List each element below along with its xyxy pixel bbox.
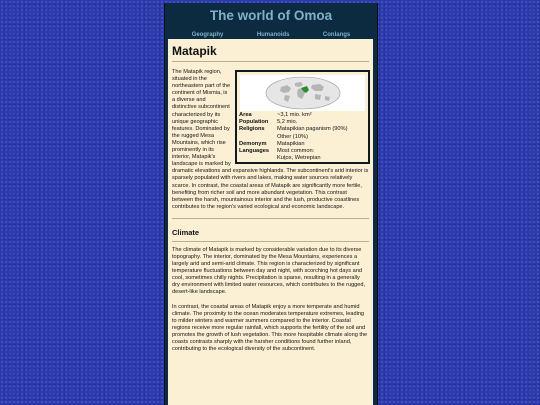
demonym-label: Demonym [239, 140, 267, 147]
religions-value [277, 126, 366, 140]
population-label: Population [239, 119, 269, 126]
languages-value-2: Kuţox, Wetrepian [277, 155, 321, 162]
infobox-row-area [237, 112, 368, 119]
population-value: 5,2 mio. [277, 119, 298, 126]
climate-heading: Climate [172, 227, 200, 237]
nav-link-conlangs[interactable]: Conlangs [322, 32, 351, 38]
site-title[interactable]: The world of Omoa [209, 8, 333, 23]
location-map[interactable] [240, 75, 365, 111]
infobox [235, 70, 370, 164]
religions-value-1: Matapikian paganism (90%) [277, 126, 348, 133]
climate-divider [172, 241, 369, 242]
religions-label: Religions [239, 126, 265, 133]
religions-value-2: Other (10%) [277, 133, 308, 140]
area-label: Area [239, 112, 252, 118]
intro-section [168, 69, 373, 211]
languages-label: Languages [239, 148, 270, 155]
site-wrapper [164, 3, 378, 405]
nav-link-humanoids[interactable]: Humanoids [256, 32, 290, 38]
languages-value [277, 148, 366, 162]
infobox-row-demonym [237, 141, 368, 148]
climate-paragraph-1: The climate of Matapik is marked by considerable variation due to its diverse topography. The interior, dominated by the Mesa Mountains, experiences a largely arid and semi-arid climate. This region is characterized by significant temperature fluctuations between day and night, with scorching hot days and cool, sometimes chilly nights. Precipitation is sparse, resulting in a generally dry environment with limited water resources, which contributes to the rugged, desert-like landscape. [172, 246, 366, 296]
title-divider [172, 61, 369, 62]
article-content [168, 39, 373, 405]
nav-link-geography[interactable]: Geography [191, 32, 224, 38]
infobox-row-religions [237, 126, 368, 140]
climate-paragraph-2: In contrast, the coastal areas of Matapik enjoy a more temperate and humid climate. The proximity to the ocean moderates temperature extremes, leading to milder winters and warmer summers compared to the interior. Coastal regions receive more regular rainfall, which supports the fertility of the soil and promotes the growth of lush vegetation. This more hospitable climate along the coasts contrasts sharply with the harsher conditions found further inland, contributing to the ecological diversity of the subcontinent. [172, 303, 368, 353]
page-title: Matapik [172, 44, 217, 58]
world-map-image [265, 76, 341, 110]
intro-paragraph: The Matapik region, situated in the northeastern part of the continent of Mismia, is a diverse and distinctive subcontinent characterized by its unique geographic features. Dominated by the rugged Mesa Mountains, which rise prominently in its interior, Matapik's landscape is marked by dramatic elevations and expansive highlands. The subcontinent's arid interior is sparsely populated with rivers and lakes, making water sources relatively scarce. In contrast, the coastal areas of Matapik are significantly more fertile, benefiting from richer soil and more abundant vegetation. This contrast between the harsh, mountainous interior and the lush, productive coastlines contributes to the region's varied ecological and economic landscape. [172, 69, 369, 210]
area-value: ~3,1 mio. km² [277, 112, 312, 118]
infobox-row-population [237, 119, 368, 126]
infobox-row-languages [237, 148, 368, 162]
section-divider [172, 218, 369, 219]
demonym-value: Matapikian [277, 140, 305, 147]
languages-value-1: Most common: [277, 148, 315, 155]
